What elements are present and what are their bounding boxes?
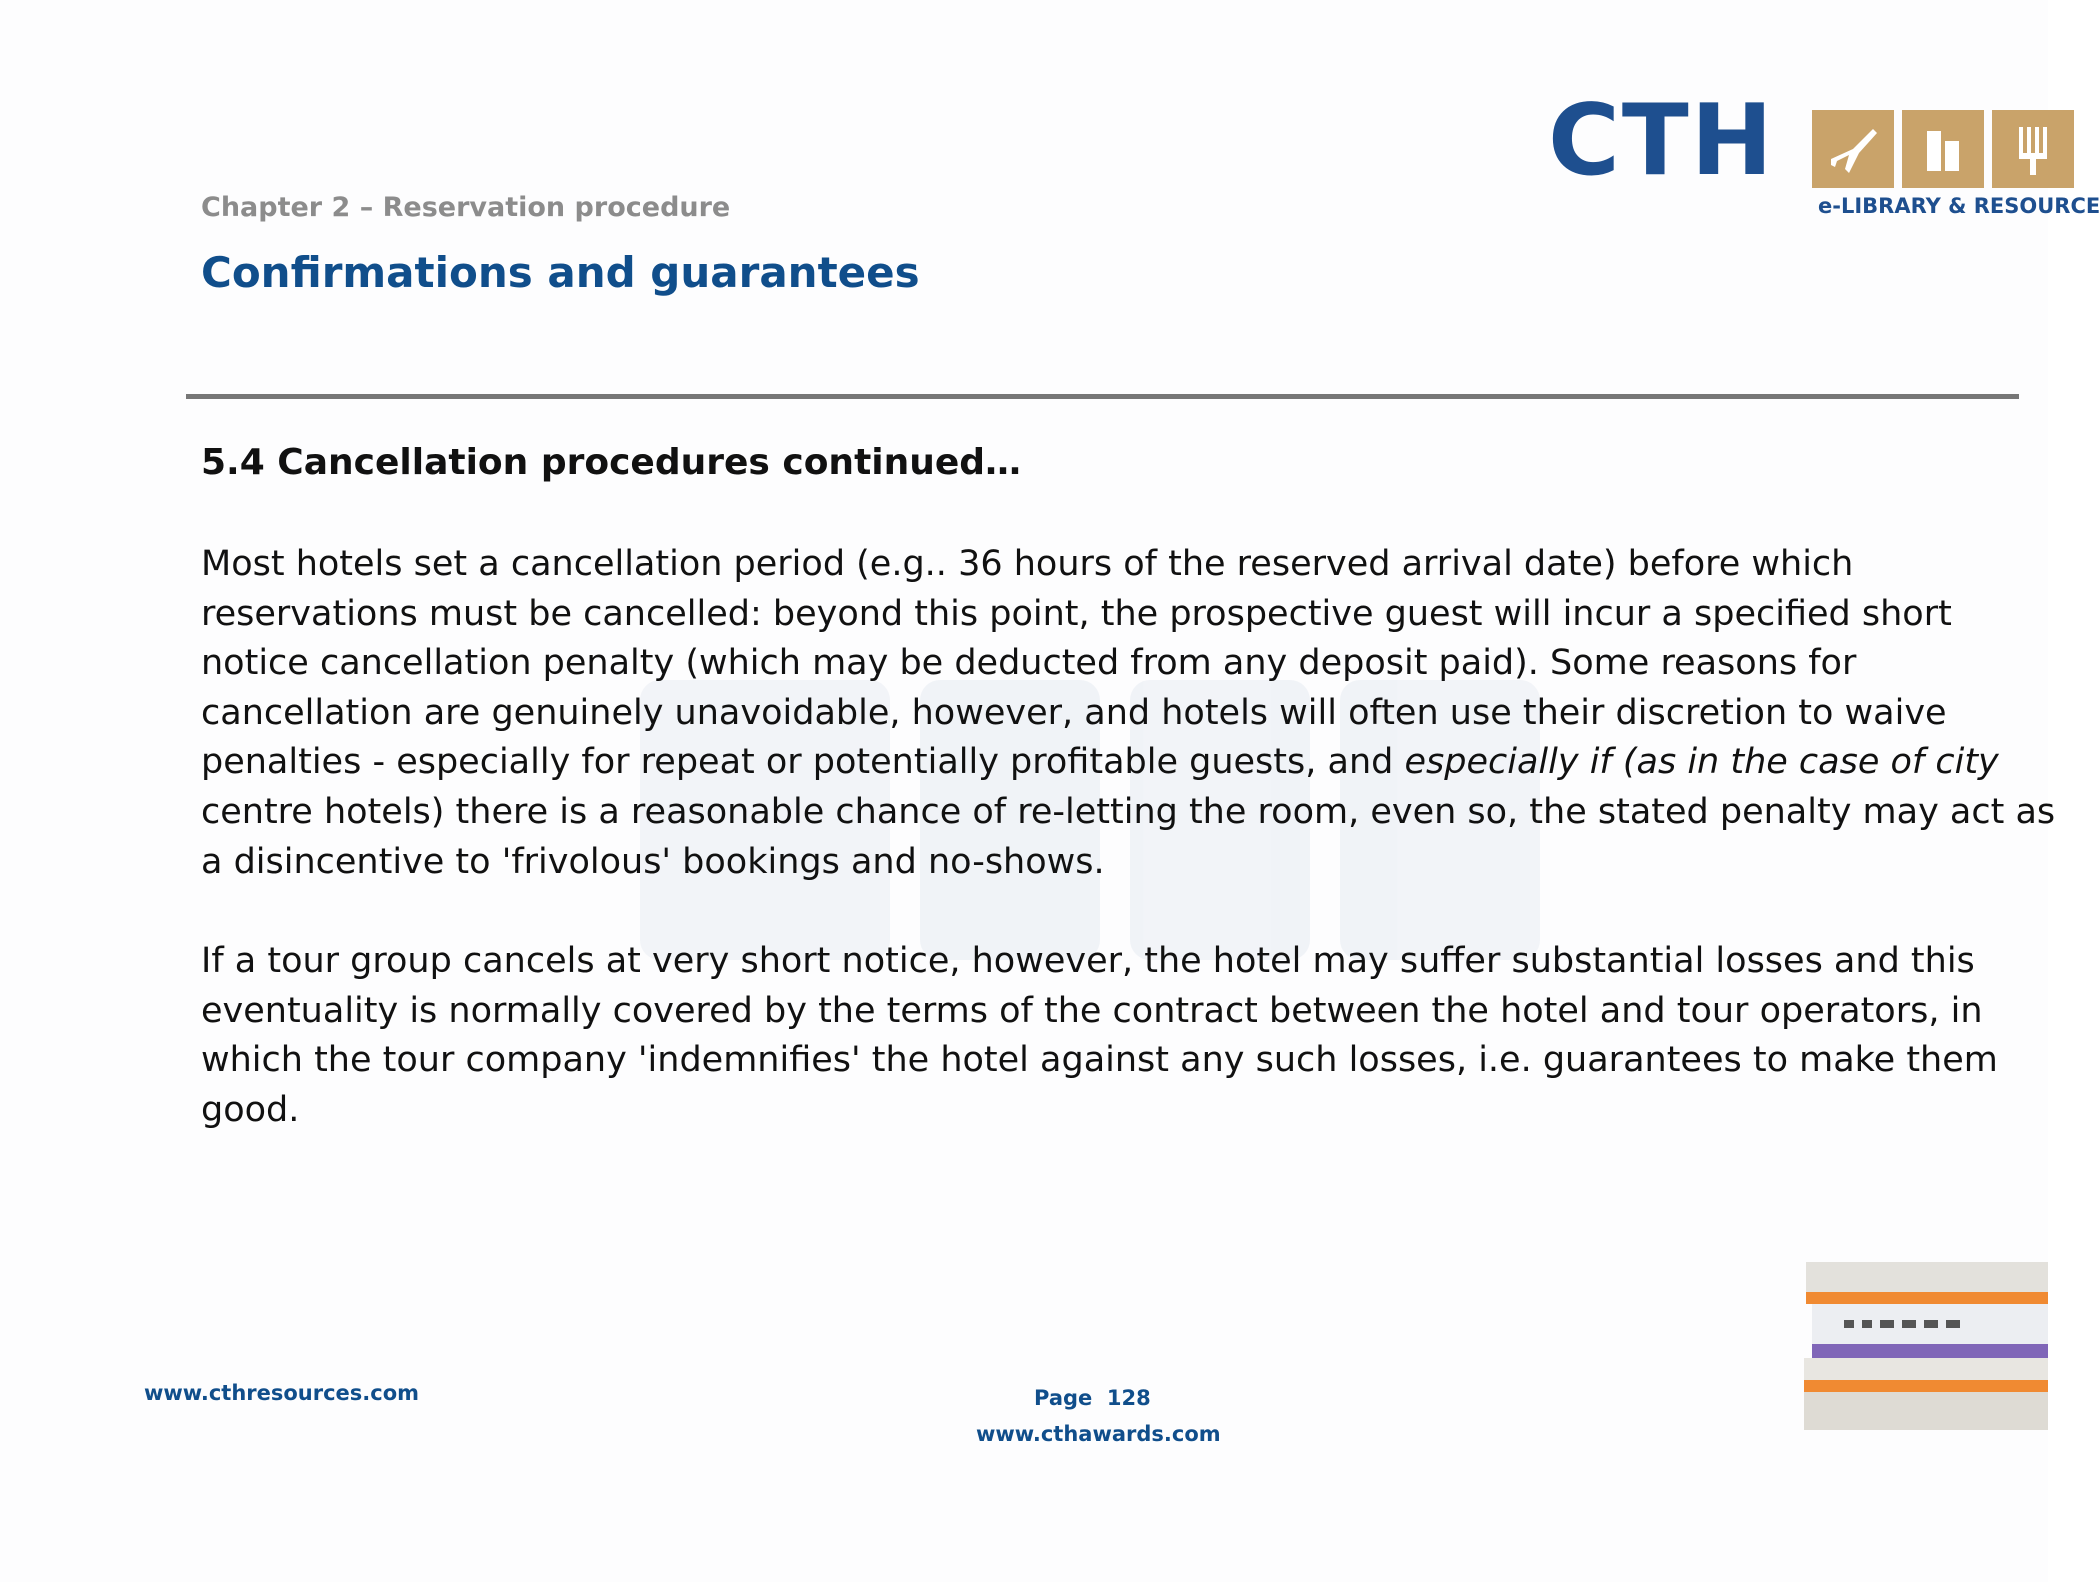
chapter-label: Chapter 2 – Reservation procedure	[201, 192, 731, 223]
fork-icon	[1992, 110, 2074, 188]
paragraph-1	[201, 540, 2056, 887]
page-number-value: 128	[1106, 1386, 1151, 1410]
page-number	[1034, 1386, 1151, 1410]
paragraph-line: notice cancellation penalty (which may be deducted from any deposit paid). Some reasons for	[201, 643, 1857, 684]
books-stack-image	[1804, 1262, 2048, 1432]
paragraph-line: which the tour company 'indemnifies' the hotel against any such losses, i.e. guarantees to make them	[201, 1040, 1998, 1081]
page-label: Page	[1034, 1386, 1093, 1410]
logo-tiles	[1812, 110, 2074, 188]
paragraph-line: eventuality is normally covered by the terms of the contract between the hotel and tour operators, in	[201, 990, 1983, 1031]
paragraph-line: centre hotels) there is a reasonable chance of re-letting the room, even so, the stated penalty may act as	[201, 791, 2056, 832]
paragraph-text: penalties - especially for repeat or potentially profitable guests, and	[201, 742, 1405, 783]
paragraph-line: cancellation are genuinely unavoidable, however, and hotels will often use their discretion to waive	[201, 692, 1947, 733]
paragraph-line: a disincentive to 'frivolous' bookings and no-shows.	[201, 841, 1105, 882]
italic-text: especially if (as in the case of city	[1404, 742, 1999, 783]
plane-icon	[1812, 110, 1894, 188]
cth-logo	[1548, 84, 2100, 220]
logo-subtitle: e-LIBRARY & RESOURCE	[1818, 194, 2100, 218]
paragraph-line: If a tour group cancels at very short notice, however, the hotel may suffer substantial losses and this	[201, 941, 1975, 981]
paragraph-2	[201, 937, 2001, 1135]
paragraph-line: reservations must be cancelled: beyond this point, the prospective guest will incur a specified short	[201, 593, 1952, 634]
paragraph-line-mixed	[201, 738, 2001, 788]
footer-resources-link[interactable]: www.cthresources.com	[144, 1381, 420, 1405]
section-heading: 5.4 Cancellation procedures continued…	[201, 442, 1022, 483]
paragraph-line: good.	[201, 1089, 300, 1130]
page-title: Confirmations and guarantees	[201, 248, 920, 297]
building-icon	[1902, 110, 1984, 188]
logo-text: CTH	[1548, 84, 1775, 198]
header-divider	[186, 394, 2019, 399]
footer-awards-link[interactable]: www.cthawards.com	[976, 1422, 1221, 1446]
paragraph-line: Most hotels set a cancellation period (e.g.. 36 hours of the reserved arrival date) before which	[201, 544, 1854, 584]
